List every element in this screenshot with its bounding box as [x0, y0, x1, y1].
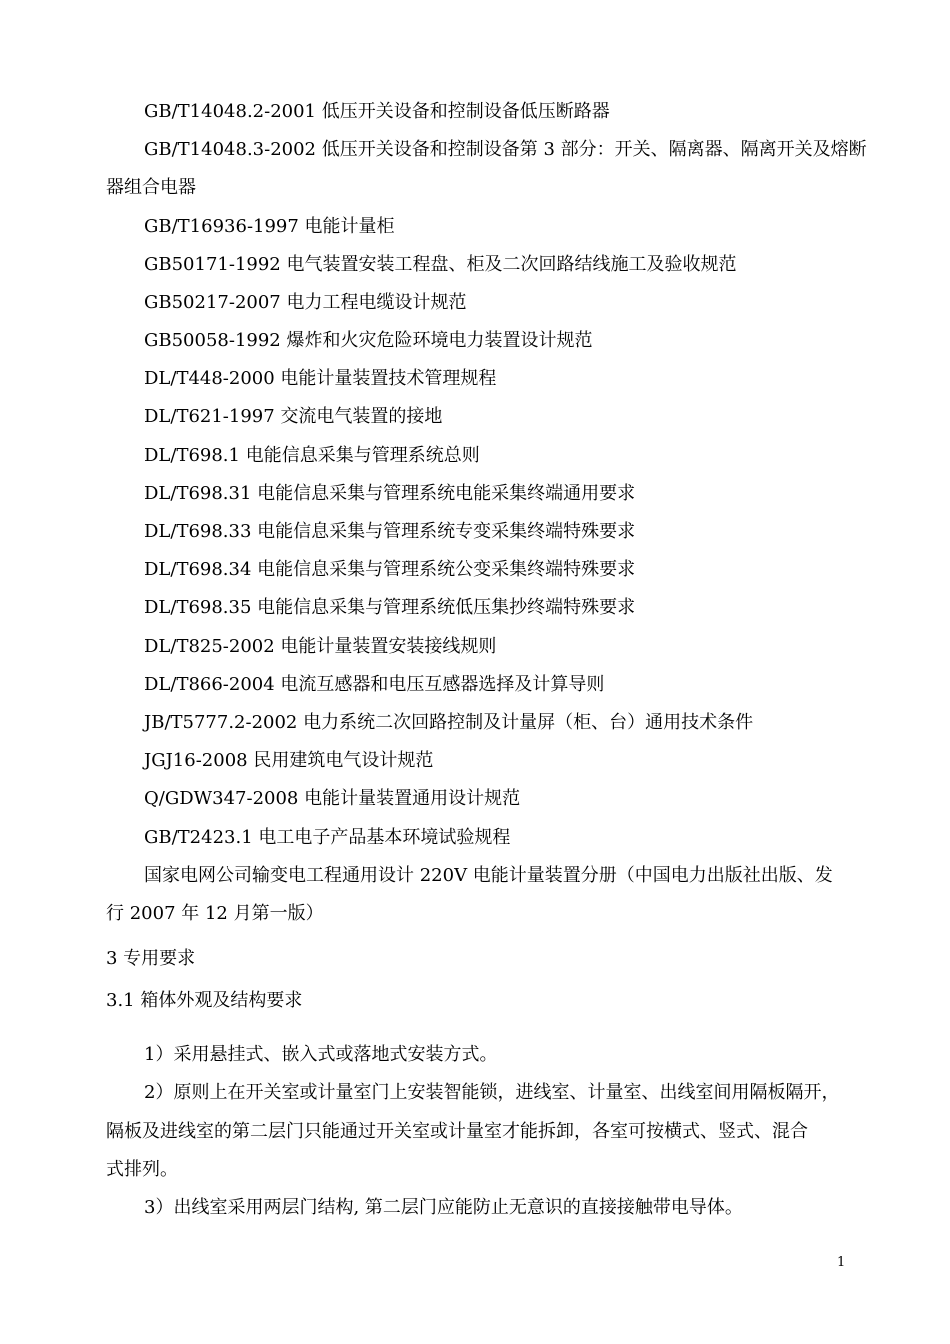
requirement-item: 2）原则上在开关室或计量室门上安装智能锁，进线室、计量室、出线室间用隔板隔开，: [144, 1082, 840, 1103]
subsection-heading: 3.1 箱体外观及结构要求: [106, 990, 303, 1011]
reference-line: DL/T621-1997 交流电气装置的接地: [144, 406, 443, 427]
reference-line: GB50058-1992 爆炸和火灾危险环境电力装置设计规范: [144, 330, 593, 351]
reference-line: GB/T14048.2-2001 低压开关设备和控制设备低压断路器: [144, 101, 610, 122]
reference-line: DL/T866-2004 电流互感器和电压互感器选择及计算导则: [144, 674, 605, 695]
reference-line: JB/T5777.2-2002 电力系统二次回路控制及计量屏（柜、台）通用技术条件: [144, 712, 754, 733]
page-number: 1: [837, 1255, 846, 1270]
reference-line: DL/T825-2002 电能计量装置安装接线规则: [144, 636, 497, 657]
requirement-item-continuation: 隔板及进线室的第二层门只能通过开关室或计量室才能拆卸，各室可按横式、竖式、混合: [106, 1121, 808, 1142]
reference-line: DL/T698.35 电能信息采集与管理系统低压集抄终端特殊要求: [144, 597, 636, 618]
reference-line-continuation: 行 2007 年 12 月第一版）: [106, 903, 324, 924]
reference-line: DL/T698.33 电能信息采集与管理系统专变采集终端特殊要求: [144, 521, 636, 542]
reference-line: 国家电网公司输变电工程通用设计 220V 电能计量装置分册（中国电力出版社出版、发: [144, 865, 833, 886]
reference-line: JGJ16-2008 民用建筑电气设计规范: [144, 750, 434, 771]
requirement-item: 1）采用悬挂式、嵌入式或落地式安装方式。: [144, 1044, 498, 1065]
requirement-item-continuation: 式排列。: [106, 1159, 178, 1180]
reference-line: DL/T698.31 电能信息采集与管理系统电能采集终端通用要求: [144, 483, 636, 504]
reference-line-continuation: 器组合电器: [106, 177, 196, 198]
section-heading: 3 专用要求: [106, 948, 196, 969]
requirement-item: 3）出线室采用两层门结构, 第二层门应能防止无意识的直接接触带电导体。: [144, 1197, 743, 1218]
reference-line: Q/GDW347-2008 电能计量装置通用设计规范: [144, 788, 521, 809]
reference-line: DL/T698.34 电能信息采集与管理系统公变采集终端特殊要求: [144, 559, 636, 580]
reference-line: GB50171-1992 电气装置安装工程盘、柜及二次回路结线施工及验收规范: [144, 254, 737, 275]
reference-line: GB/T2423.1 电工电子产品基本环境试验规程: [144, 827, 511, 848]
reference-line: GB50217-2007 电力工程电缆设计规范: [144, 292, 467, 313]
reference-line: GB/T14048.3-2002 低压开关设备和控制设备第 3 部分：开关、隔离器、隔离开关及熔断: [144, 139, 867, 160]
reference-line: DL/T698.1 电能信息采集与管理系统总则: [144, 445, 480, 466]
reference-line: DL/T448-2000 电能计量装置技术管理规程: [144, 368, 497, 389]
reference-line: GB/T16936-1997 电能计量柜: [144, 216, 395, 237]
